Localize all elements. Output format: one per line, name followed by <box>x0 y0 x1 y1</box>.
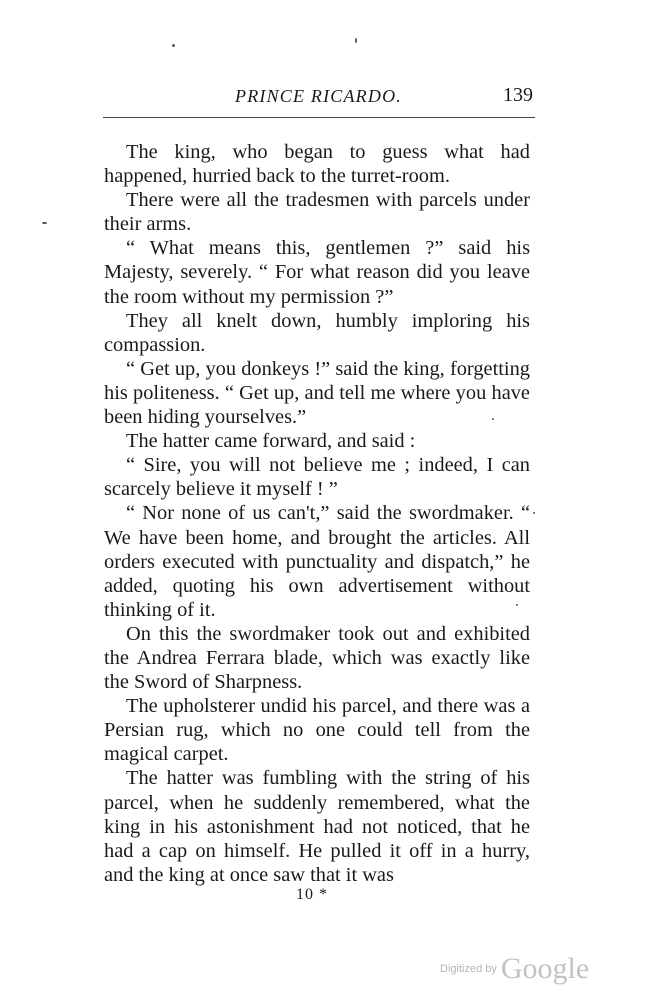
google-logo: Google <box>500 952 590 985</box>
paragraph: They all knelt down, humbly imploring his compassion. <box>104 309 530 356</box>
digitized-by-watermark <box>440 952 589 988</box>
paragraph: “ Nor none of us can't,” said the swordmaker. “ We have been home, and brought the articles. All orders executed with punctuality and dispatch,” he added, quoting his own advertisement without thinking of it. <box>104 502 530 621</box>
body-text <box>104 140 530 887</box>
paragraph: The upholsterer undid his parcel, and there was a Persian rug, which no one could tell from the magical carpet. <box>104 695 530 766</box>
scan-speck <box>533 512 535 514</box>
running-title: PRINCE RICARDO. <box>235 86 402 106</box>
paragraph: On this the swordmaker took out and exhibited the Andrea Ferrara blade, which was exactly like the Sword of Sharpness. <box>104 622 530 694</box>
digitized-label: Digitized by <box>440 963 497 975</box>
scan-speck <box>516 604 518 606</box>
paragraph: There were all the tradesmen with parcels under their arms. <box>104 189 530 236</box>
scan-speck <box>492 418 494 420</box>
signature-mark: 10 * <box>296 886 328 903</box>
scan-speck <box>172 44 175 47</box>
page-header <box>105 86 533 114</box>
scan-speck <box>42 222 47 224</box>
paragraph: The hatter was fumbling with the string of his parcel, when he suddenly remembered, what the king in his astonishment had not noticed, that he had a cap on himself. He pulled it off in a hurry, and the king at once saw that it was <box>104 767 530 886</box>
paragraph: “ What means this, gentlemen ?” said his Majesty, severely. “ For what reason did you leave the room without my permission ?” <box>104 237 530 308</box>
paragraph: The hatter came forward, and said : <box>126 430 416 453</box>
paragraph: “ Sire, you will not believe me ; indeed, I can scarcely believe it myself ! ” <box>104 454 530 501</box>
paragraph: The king, who began to guess what had happened, hurried back to the turret-room. <box>104 141 530 188</box>
paragraph: “ Get up, you donkeys !” said the king, forgetting his politeness. “ Get up, and tell me where you have been hiding yourselves.” <box>104 357 530 429</box>
header-rule <box>103 117 535 118</box>
page-number: 139 <box>503 84 533 106</box>
scan-speck <box>355 38 357 43</box>
